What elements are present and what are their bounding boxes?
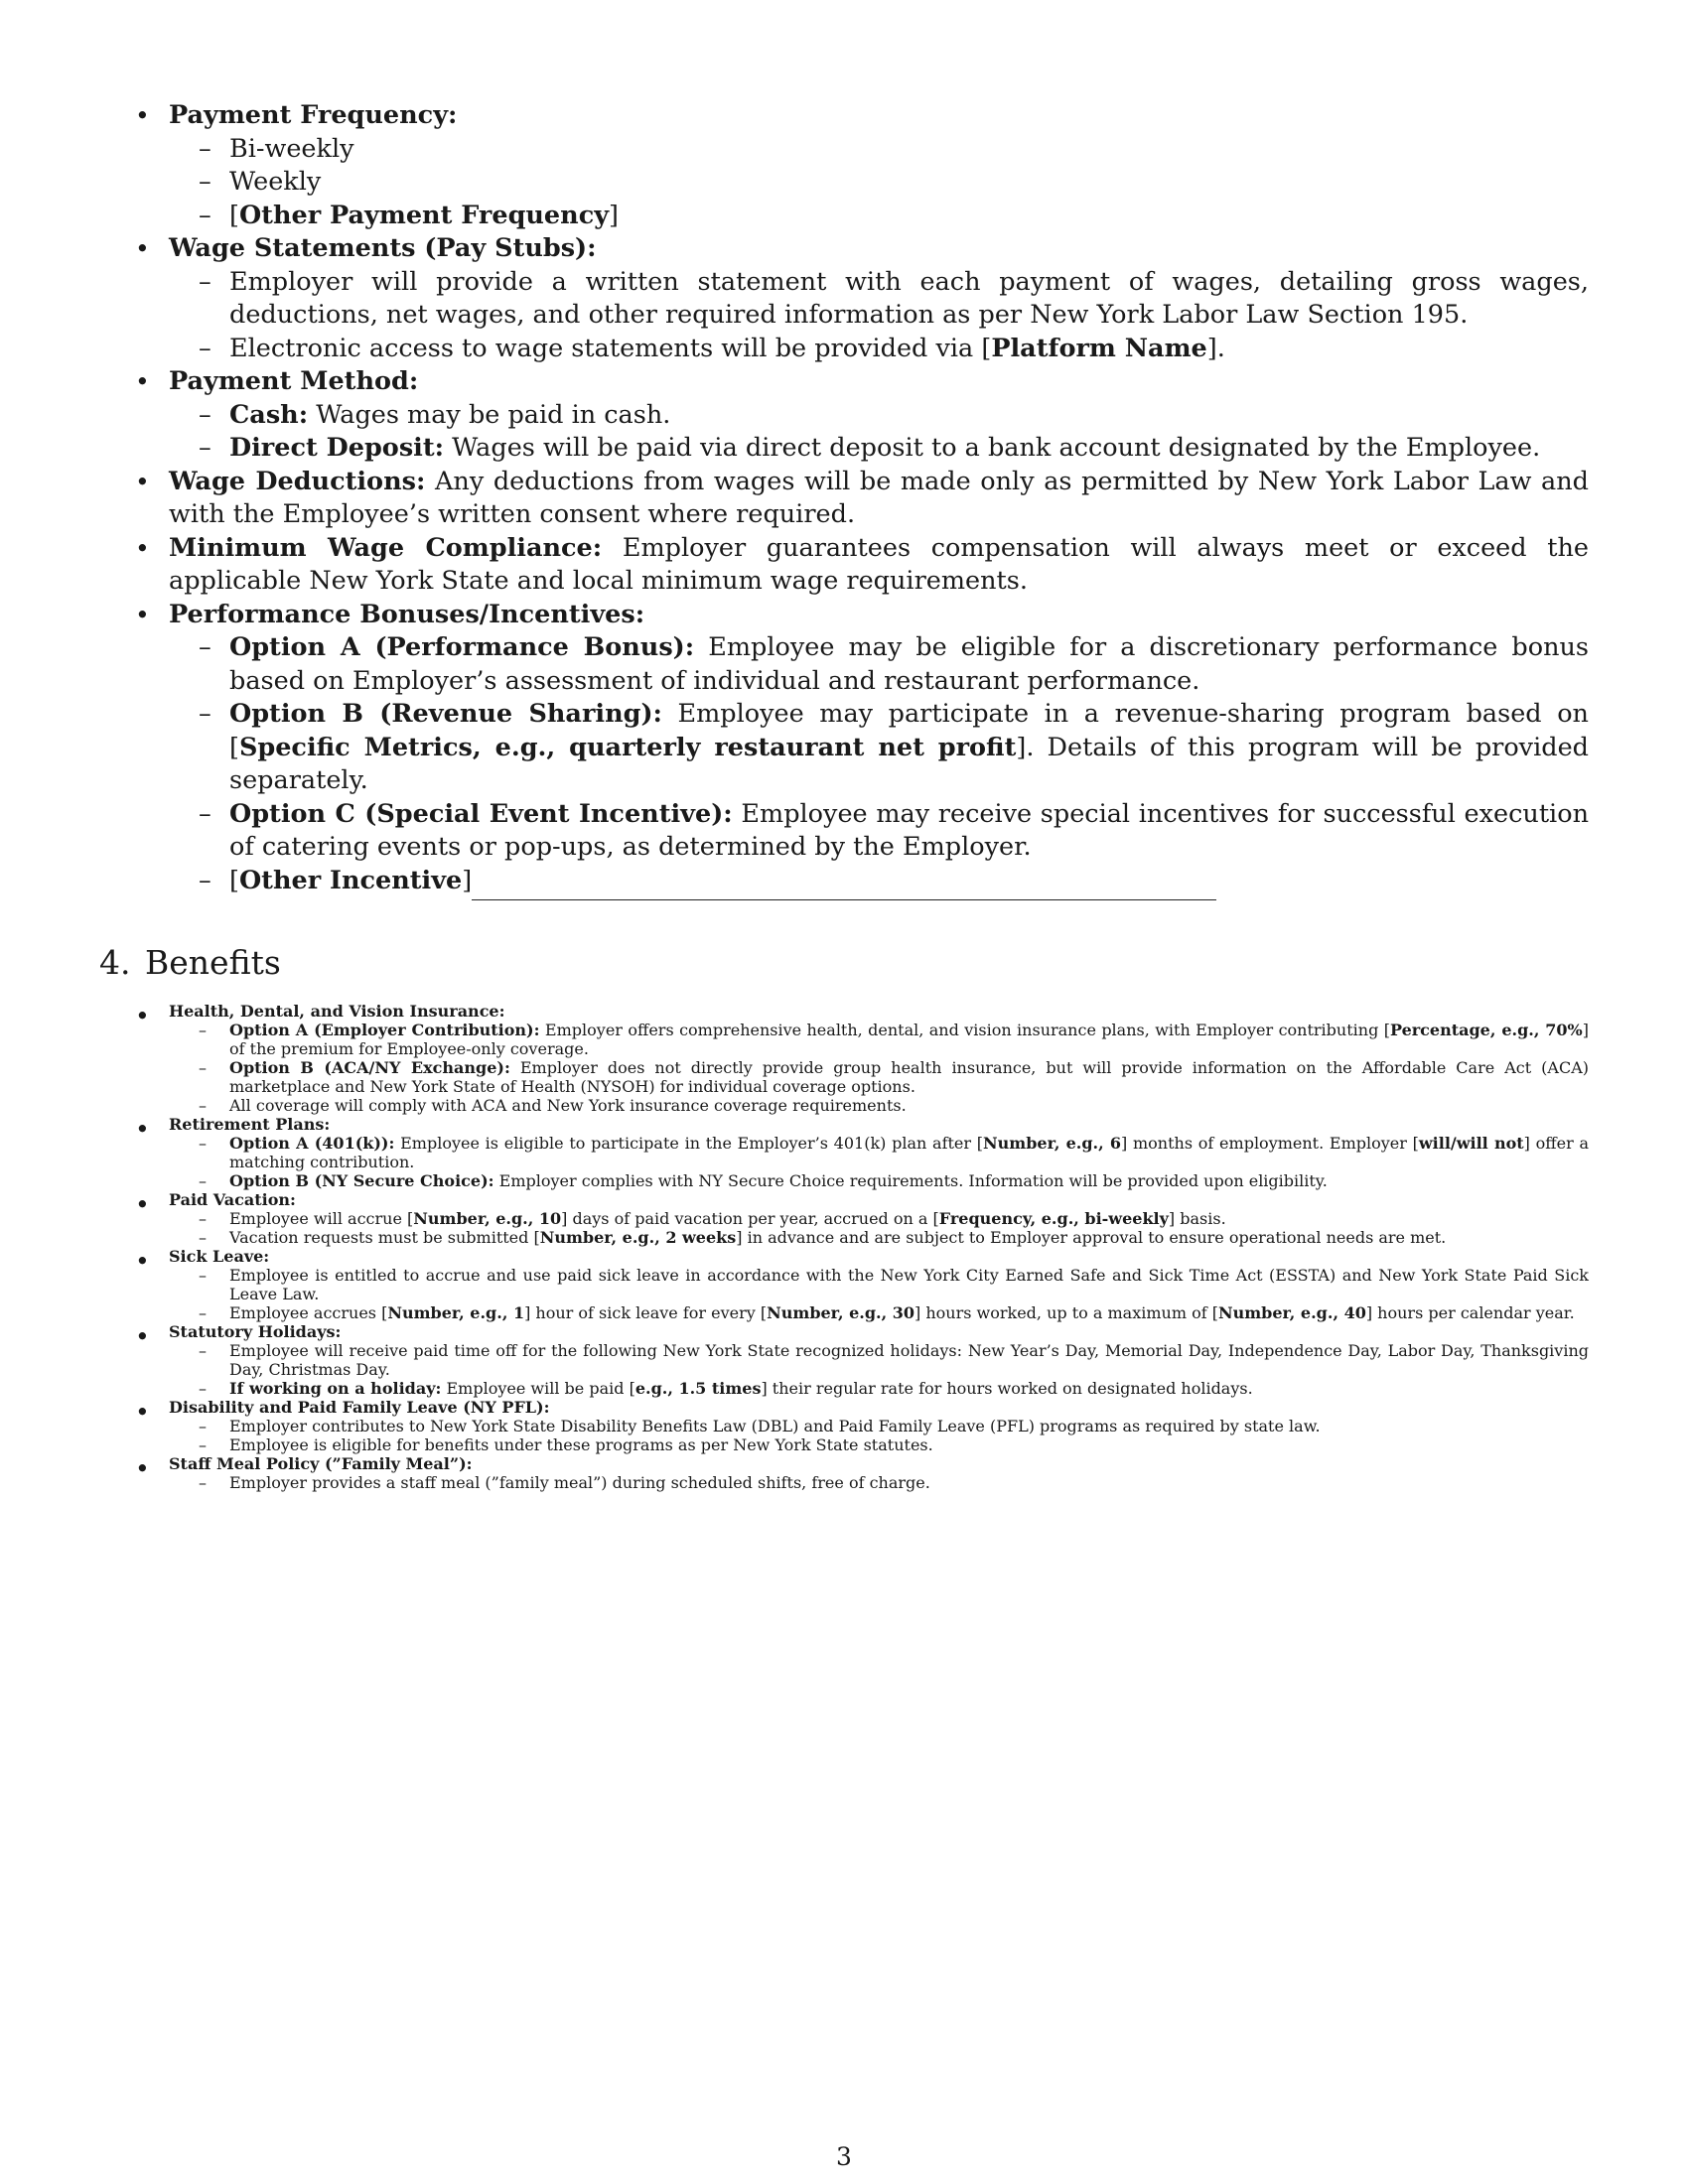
payment-method-label: Payment Method:: [169, 366, 419, 396]
placeholder: e.g., 1.5 times: [634, 1379, 762, 1398]
disability-label: Disability and Paid Family Leave (NY PFL):: [169, 1398, 550, 1417]
section-4-body: [99, 1002, 1589, 1492]
text: Employee may participate in a revenue-sharing program based on: [661, 699, 1589, 729]
placeholder: Other Payment Frequency: [238, 200, 610, 230]
text: Employee may be eligible for a discretionary performance bonus based on Employer’s assessment of individual and restaurant performance.: [229, 632, 1590, 696]
list-item: – [Other Payment Frequency]: [169, 200, 1589, 233]
placeholder: Percentage, e.g., 70%: [1389, 1021, 1583, 1039]
minimum-wage-item: [99, 532, 1589, 599]
option-label: Option A (Performance Bonus):: [229, 632, 695, 662]
payment-frequency-label: Payment Frequency:: [169, 100, 458, 130]
section-number: 4.: [99, 943, 131, 982]
list-item: – Vacation requests must be submitted [Number, e.g., 2 weeks] in advance and are subject to Employer approval to ensure operational needs are met.: [169, 1228, 1589, 1247]
text: Employee is eligible to participate in the Employer’s 401(k) plan after: [394, 1134, 977, 1153]
placeholder: Number, e.g., 40: [1217, 1303, 1366, 1322]
text: hour of sick leave for every: [530, 1303, 761, 1322]
text: Electronic access to wage statements will be provided via: [229, 333, 982, 363]
health-insurance-label: Health, Dental, and Vision Insurance:: [169, 1002, 505, 1021]
option-label: Option B (NY Secure Choice):: [229, 1171, 494, 1190]
placeholder: Frequency, e.g., bi-weekly: [938, 1209, 1169, 1228]
section-heading: [99, 943, 281, 983]
text: Employer guarantees compensation will always meet or exceed the applicable New York State and local minimum wage requirements.: [169, 532, 1589, 596]
payment-method-item: [99, 365, 1589, 466]
staff-meal-item: [99, 1454, 1589, 1492]
minimum-wage-label: Minimum Wage Compliance:: [169, 532, 603, 563]
staff-meal-label: Staff Meal Policy (”Family Meal”):: [169, 1454, 473, 1473]
list-item: – Employer will provide a written statement with each payment of wages, detailing gross wages, deductions, net wages, and other required information as per New York Labor Law Section 195.: [169, 266, 1589, 333]
vacation-label: Paid Vacation:: [169, 1190, 296, 1209]
text: . Details of this program will be provided separately.: [229, 732, 1589, 795]
page-number: 3: [836, 2142, 852, 2171]
wage-statements-label: Wage Statements (Pay Stubs):: [169, 233, 597, 263]
list-item: – Employee accrues [Number, e.g., 1] hour of sick leave for every [Number, e.g., 30] hours worked, up to a maximum of [Number, e.g., 40] hours per calendar year.: [169, 1303, 1589, 1322]
list-item: – Bi-weekly: [169, 133, 1589, 167]
list-item: – Option A (401(k)): Employee is eligible to participate in the Employer’s 401(k) plan after [Number, e.g., 6] months of employment. Employer [will/will not] offer a matching contribution.: [169, 1134, 1589, 1171]
text: Employee may receive special incentives for successful execution of catering events or pop-ups, as determined by the Employer.: [229, 798, 1589, 862]
text: in advance and are subject to Employer approval to ensure operational needs are met.: [742, 1228, 1447, 1247]
text: Employer complies with NY Secure Choice requirements. Information will be provided upon eligibility.: [493, 1171, 1328, 1190]
retirement-item: [99, 1115, 1589, 1190]
section-divider: [472, 899, 1216, 900]
text: Any deductions from wages will be made only as permitted by New York Labor Law and with the Employee’s written consent where required.: [169, 466, 1589, 529]
holidays-label: Statutory Holidays:: [169, 1322, 342, 1341]
list-item: – [Other Incentive]: [169, 865, 1589, 898]
text: of the premium for Employee-only coverage.: [229, 1039, 589, 1058]
option-label: Option B (Revenue Sharing):: [229, 699, 662, 729]
payment-frequency-item: [99, 99, 1589, 232]
text: Employee will be paid: [441, 1379, 630, 1398]
text: .: [1216, 333, 1225, 363]
option-label: Option A (Employer Contribution):: [229, 1021, 540, 1039]
text: Wages will be paid via direct deposit to a bank account designated by the Employee.: [444, 433, 1541, 463]
option-label: Cash:: [229, 399, 309, 430]
text: their regular rate for hours worked on designated holidays.: [767, 1379, 1253, 1398]
list-item: – Employer provides a staff meal (”family meal”) during scheduled shifts, free of charge.: [169, 1473, 1589, 1492]
wage-statements-item: [99, 232, 1589, 365]
text: hours per calendar year.: [1372, 1303, 1575, 1322]
placeholder: Platform Name: [991, 333, 1207, 363]
list-item: [169, 432, 1589, 466]
list-item: – Employee will accrue [Number, e.g., 10] days of paid vacation per year, accrued on a [Frequency, e.g., bi-weekly] basis.: [169, 1209, 1589, 1228]
list-item: – Option B (Revenue Sharing): Employee may participate in a revenue-sharing program based on [Specific Metrics, e.g., quarterly restaurant net profit]. Details of this program will be provided separately.: [169, 698, 1589, 798]
option-label: Direct Deposit:: [229, 433, 445, 463]
disability-item: [99, 1398, 1589, 1454]
list-item: [169, 1171, 1589, 1190]
placeholder: Other Incentive: [238, 865, 463, 895]
option-label: Option A (401(k)):: [229, 1134, 395, 1153]
text: days of paid vacation per year, accrued on a: [567, 1209, 933, 1228]
sick-leave-label: Sick Leave:: [169, 1247, 270, 1266]
text: hours worked, up to a maximum of: [920, 1303, 1212, 1322]
list-item: [169, 1058, 1589, 1096]
health-insurance-item: [99, 1002, 1589, 1115]
placeholder: Specific Metrics, e.g., quarterly restaurant net profit: [238, 732, 1017, 762]
list-item: – Employee is eligible for benefits under these programs as per New York State statutes.: [169, 1435, 1589, 1454]
section-title: Benefits: [145, 943, 281, 982]
text: Employer does not directly provide group health insurance, but will provide information on the Affordable Care Act (ACA) marketplace and New York State of Health (NYSOH) for individual coverage options.: [229, 1058, 1589, 1096]
option-label: If working on a holiday:: [229, 1379, 442, 1398]
wage-deductions-label: Wage Deductions:: [169, 466, 426, 496]
list-item: – Weekly: [169, 166, 1589, 200]
bonuses-label: Performance Bonuses/Incentives:: [169, 599, 645, 629]
list-item: [169, 798, 1589, 865]
text: Wages may be paid in cash.: [308, 399, 671, 430]
option-label: Option B (ACA/NY Exchange):: [229, 1058, 510, 1077]
list-item: [169, 399, 1589, 433]
placeholder: Number, e.g., 6: [983, 1134, 1122, 1153]
placeholder: Number, e.g., 30: [767, 1303, 914, 1322]
text: months of employment. Employer: [1127, 1134, 1413, 1153]
text: Employee accrues: [229, 1303, 382, 1322]
text: offer a matching contribution.: [229, 1134, 1590, 1171]
list-item: – Electronic access to wage statements will be provided via [Platform Name].: [169, 333, 1589, 366]
option-label: Option C (Special Event Incentive):: [229, 798, 733, 829]
placeholder: will/will not: [1418, 1134, 1524, 1153]
sick-leave-item: [99, 1247, 1589, 1322]
retirement-label: Retirement Plans:: [169, 1115, 331, 1134]
list-item: – Employee is entitled to accrue and use paid sick leave in accordance with the New York City Earned Safe and Sick Time Act (ESSTA) and New York State Paid Sick Leave Law.: [169, 1266, 1589, 1303]
list-item: – If working on a holiday: Employee will be paid [e.g., 1.5 times] their regular rate for hours worked on designated holidays.: [169, 1379, 1589, 1398]
placeholder: Number, e.g., 10: [413, 1209, 562, 1228]
placeholder: Number, e.g., 2 weeks: [539, 1228, 737, 1247]
text: Vacation requests must be submitted: [229, 1228, 534, 1247]
wage-deductions-item: [99, 466, 1589, 532]
vacation-item: [99, 1190, 1589, 1247]
section-3-continued: [99, 99, 1589, 897]
text: Employee will accrue: [229, 1209, 408, 1228]
list-item: – Option A (Employer Contribution): Employer offers comprehensive health, dental, and vision insurance plans, with Employer contributing [Percentage, e.g., 70%] of the premium for Employee-only coverage.: [169, 1021, 1589, 1058]
bonuses-item: [99, 599, 1589, 898]
text: basis.: [1175, 1209, 1226, 1228]
list-item: [169, 631, 1589, 698]
list-item: – Employer contributes to New York State Disability Benefits Law (DBL) and Paid Family Leave (PFL) programs as required by state law.: [169, 1417, 1589, 1435]
placeholder: Number, e.g., 1: [387, 1303, 525, 1322]
holidays-item: [99, 1322, 1589, 1398]
list-item: – All coverage will comply with ACA and New York insurance coverage requirements.: [169, 1096, 1589, 1115]
text: Employer offers comprehensive health, dental, and vision insurance plans, with Employer contributing: [539, 1021, 1384, 1039]
list-item: – Employee will receive paid time off for the following New York State recognized holidays: New Year’s Day, Memorial Day, Independence Day, Labor Day, Thanksgiving Day, Christmas Day.: [169, 1341, 1589, 1379]
